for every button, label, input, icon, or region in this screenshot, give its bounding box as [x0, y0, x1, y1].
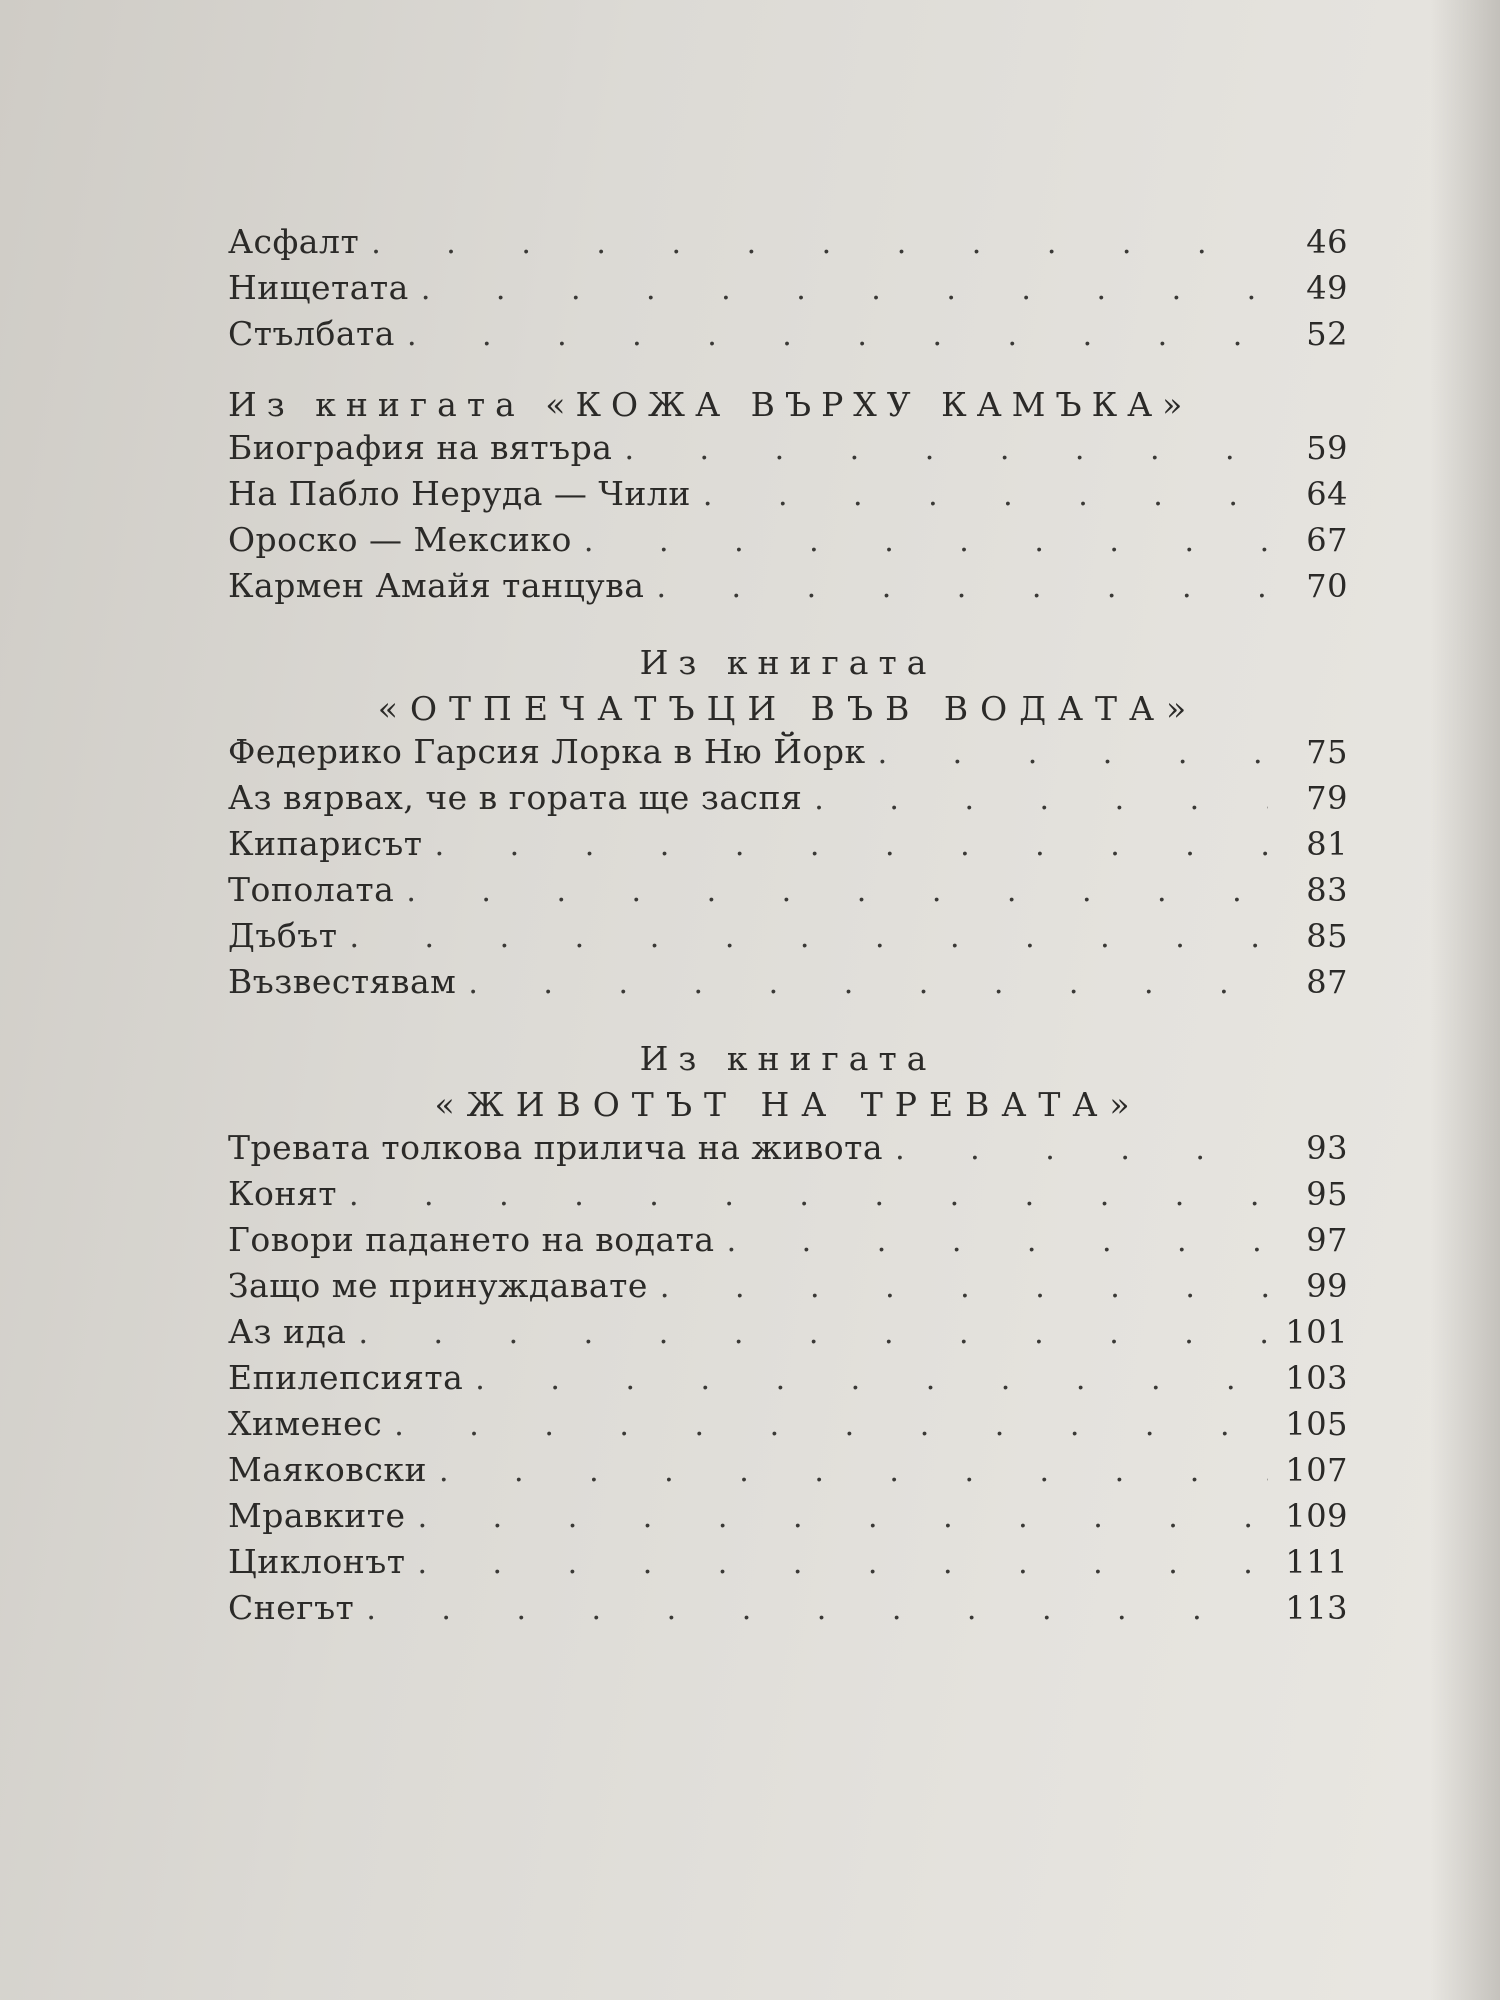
toc-entry: [228, 732, 1348, 778]
toc-entry-title: Кипарисът: [228, 824, 423, 863]
toc-entry-title: Маяковски: [228, 1450, 427, 1489]
dot-leader: [407, 318, 1268, 353]
toc-entry: [228, 824, 1348, 870]
toc-entry-page: 111: [1285, 1543, 1348, 1581]
dot-leader: [358, 1316, 1268, 1351]
toc-entry-page: 79: [1306, 779, 1348, 817]
section-heading-title: «ОТПЕЧАТЪЦИ ВЪВ ВОДАТА»: [377, 689, 1199, 728]
toc-entry-title: Стълбата: [228, 314, 395, 353]
toc-entry-title: Нищетата: [228, 268, 409, 307]
toc-entry-title: Хименес: [228, 1404, 383, 1443]
toc-entry: [228, 566, 1348, 612]
section-heading-title: «ЖИВОТЪТ НА ТРЕВАТА»: [434, 1085, 1142, 1124]
toc-entry: [228, 268, 1348, 314]
section-heading-prefix: Из книгата: [639, 1039, 937, 1078]
toc-entry-page: 105: [1285, 1405, 1348, 1443]
toc-entry-page: 95: [1306, 1175, 1348, 1213]
toc-entry-page: 83: [1306, 871, 1348, 909]
toc-entry-title: Аз ида: [228, 1312, 347, 1351]
toc-entry-title: Биография на вятъра: [228, 428, 613, 467]
toc-entry-title: Федерико Гарсия Лорка в Ню Йорк: [228, 732, 866, 771]
toc-entry-page: 113: [1285, 1589, 1348, 1627]
toc-entry: [228, 428, 1348, 474]
dot-leader: [435, 828, 1268, 863]
dot-leader: [656, 570, 1268, 605]
dot-leader: [371, 226, 1268, 261]
toc-entry: [228, 314, 1348, 360]
toc-entry-title: Аз вярвах, че в гората ще заспя: [228, 778, 803, 817]
dot-leader: [475, 1362, 1268, 1397]
section-heading-title: Из книгата «КОЖА ВЪРХУ КАМЪКА»: [228, 385, 1193, 424]
toc-entry-title: Тополата: [228, 870, 395, 909]
page-edge-shadow: [1430, 0, 1500, 2000]
toc-entry-title: Епилепсията: [228, 1358, 464, 1397]
toc-entry-page: 87: [1306, 963, 1348, 1001]
dot-leader: [421, 272, 1268, 307]
toc-entry: [228, 1450, 1348, 1496]
toc-entry: [228, 474, 1348, 520]
toc-entry-title: Кармен Амайя танцува: [228, 566, 645, 605]
dot-leader: [878, 736, 1268, 771]
dot-leader: [366, 1592, 1268, 1627]
toc-entry-page: 59: [1306, 429, 1348, 467]
toc-entry: [228, 778, 1348, 824]
toc-entry-page: 93: [1306, 1129, 1348, 1167]
toc-entry-page: 49: [1306, 269, 1348, 307]
toc-entry-title: Мравките: [228, 1496, 406, 1535]
dot-leader: [660, 1270, 1268, 1305]
toc-entry: [228, 1404, 1348, 1450]
toc-entry: [228, 1312, 1348, 1358]
dot-leader: [349, 1178, 1268, 1213]
dot-leader: [394, 1408, 1268, 1443]
toc-entry-title: Циклонът: [228, 1542, 406, 1581]
toc-entry: [228, 1358, 1348, 1404]
toc-entry-page: 109: [1285, 1497, 1348, 1535]
dot-leader: [703, 478, 1268, 513]
toc-entry-page: 67: [1306, 521, 1348, 559]
dot-leader: [406, 874, 1268, 909]
dot-leader: [584, 524, 1268, 559]
toc-entry: [228, 1128, 1348, 1174]
toc-entry-title: Конят: [228, 1174, 337, 1213]
table-of-contents: [228, 222, 1348, 1634]
section-heading: [228, 1036, 1348, 1128]
toc-entry-title: Говори падането на водата: [228, 1220, 715, 1259]
toc-entry-page: 101: [1285, 1313, 1348, 1351]
toc-entry: [228, 1588, 1348, 1634]
toc-entry: [228, 916, 1348, 962]
toc-entry: [228, 222, 1348, 268]
toc-entry-title: На Пабло Неруда — Чили: [228, 474, 691, 513]
toc-entry-title: Дъбът: [228, 916, 338, 955]
toc-group-kozha-varhu-kamaka: [228, 382, 1348, 612]
section-heading: [228, 382, 1348, 428]
toc-entry-title: Снегът: [228, 1588, 355, 1627]
toc-entry-page: 46: [1306, 223, 1348, 261]
toc-entry-page: 52: [1306, 315, 1348, 353]
toc-entry: [228, 1496, 1348, 1542]
toc-entry-page: 99: [1306, 1267, 1348, 1305]
dot-leader: [624, 432, 1268, 467]
dot-leader: [418, 1500, 1268, 1535]
toc-entry-page: 97: [1306, 1221, 1348, 1259]
toc-entry-title: Ороско — Мексико: [228, 520, 572, 559]
toc-group-zhivotat-na-trevata: [228, 1036, 1348, 1634]
toc-entry: [228, 1220, 1348, 1266]
dot-leader: [439, 1454, 1268, 1489]
toc-entry-title: Тревата толкова прилича на живота: [228, 1128, 884, 1167]
toc-entry-page: 70: [1306, 567, 1348, 605]
dot-leader: [417, 1546, 1268, 1581]
dot-leader: [468, 966, 1268, 1001]
toc-entry: [228, 870, 1348, 916]
toc-entry: [228, 1542, 1348, 1588]
toc-entry: [228, 1174, 1348, 1220]
toc-entry-page: 103: [1285, 1359, 1348, 1397]
toc-entry: [228, 962, 1348, 1008]
section-heading: [228, 640, 1348, 732]
toc-entry-page: 85: [1306, 917, 1348, 955]
toc-group-otpechatatsi-vav-vodata: [228, 640, 1348, 1008]
toc-entry-page: 107: [1285, 1451, 1348, 1489]
dot-leader: [895, 1132, 1268, 1167]
toc-entry-title: Възвестявам: [228, 962, 457, 1001]
toc-entry: [228, 520, 1348, 566]
section-heading-prefix: Из книгата: [639, 643, 937, 682]
toc-entry-page: 81: [1306, 825, 1348, 863]
dot-leader: [349, 920, 1268, 955]
toc-entry-title: Асфалт: [228, 222, 360, 261]
dot-leader: [814, 782, 1268, 817]
toc-entry-title: Защо ме принуждавате: [228, 1266, 648, 1305]
toc-entry-page: 64: [1306, 475, 1348, 513]
dot-leader: [727, 1224, 1268, 1259]
toc-group-initial: [228, 222, 1348, 360]
toc-entry: [228, 1266, 1348, 1312]
toc-entry-page: 75: [1306, 733, 1348, 771]
